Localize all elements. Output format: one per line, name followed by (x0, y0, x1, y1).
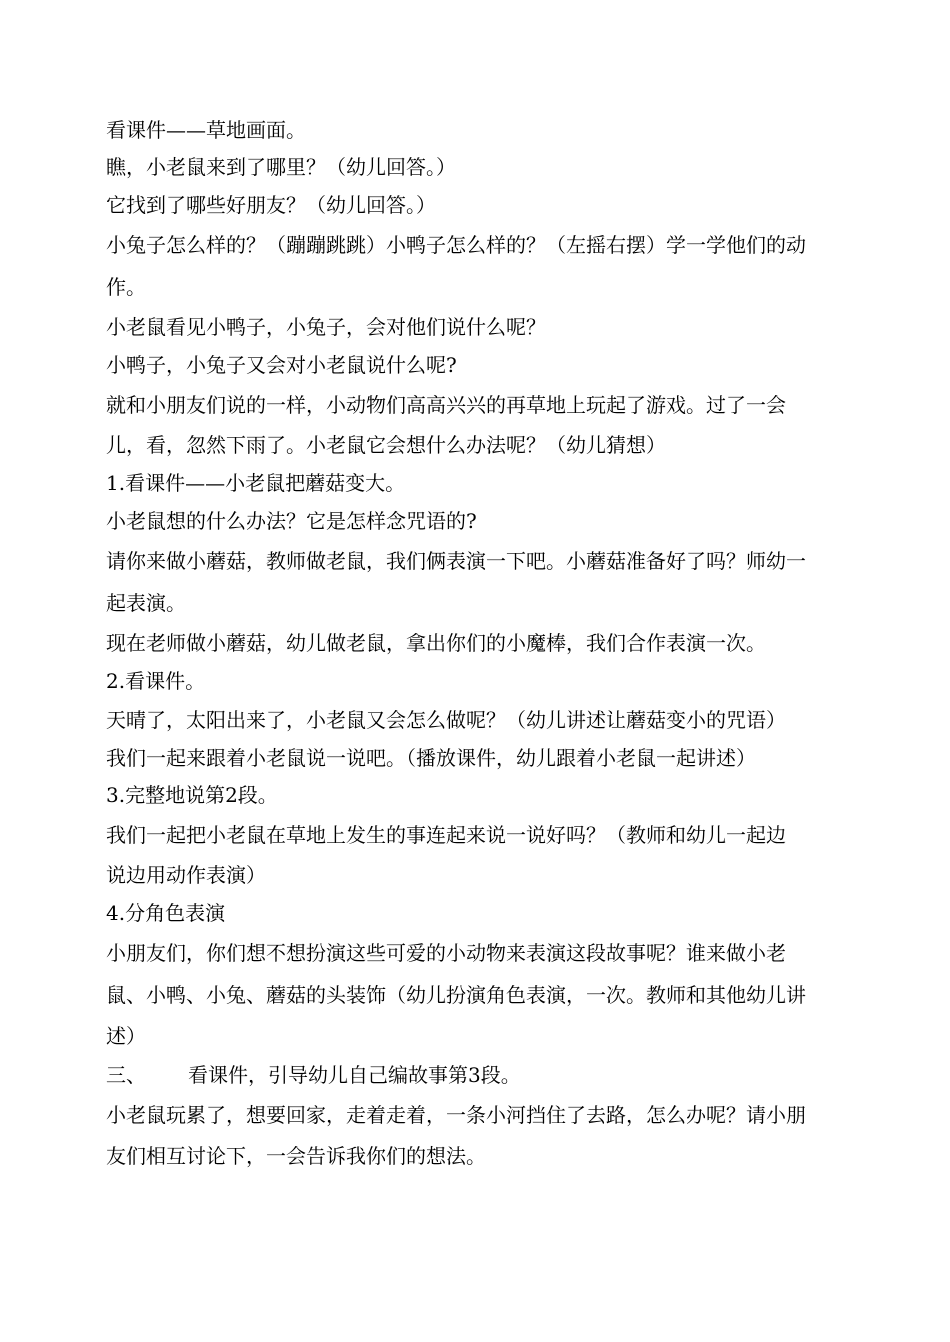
text-line: 就和小朋友们说的一样，小动物们高高兴兴的再草地上玩起了游戏。过了一会 (106, 393, 786, 417)
text-line: 小朋友们，你们想不想扮演这些可爱的小动物来表演这段故事呢？谁来做小老 (106, 941, 786, 965)
text-line: 它找到了哪些好朋友？（幼儿回答。） (106, 193, 436, 217)
text-line: 小鸭子，小兔子又会对小老鼠说什么呢? (106, 353, 457, 377)
text-line: 1.看课件——小老鼠把蘑菇变大。 (106, 471, 406, 495)
text-line: 我们一起把小老鼠在草地上发生的事连起来说一说好吗？（教师和幼儿一起边 (106, 823, 786, 847)
section-number: 三、 (106, 1063, 146, 1087)
section-heading (106, 1056, 866, 1094)
text-line: 起表演。 (106, 591, 186, 615)
text-line: 小兔子怎么样的？（蹦蹦跳跳）小鸭子怎么样的？（左摇右摆）学一学他们的动 (106, 233, 806, 257)
text-line: 3.完整地说第2段。 (106, 783, 278, 807)
text-line: 作。 (106, 275, 146, 299)
text-line: 看课件——草地画面。 (106, 118, 306, 142)
text-line: 请你来做小蘑菇，教师做老鼠，我们俩表演一下吧。小蘑菇准备好了吗？师幼一 (106, 549, 806, 573)
text-line: 述） (106, 1024, 146, 1048)
text-line: 说边用动作表演） (106, 863, 266, 887)
text-line: 小老鼠玩累了，想要回家，走着走着，一条小河挡住了去路，怎么办呢？请小朋 (106, 1103, 806, 1127)
text-line: 鼠、小鸭、小兔、蘑菇的头装饰（幼儿扮演角色表演，一次。教师和其他幼儿讲 (106, 983, 806, 1007)
text-line: 2.看课件。 (106, 669, 206, 693)
text-line: 我们一起来跟着小老鼠说一说吧。（播放课件，幼儿跟着小老鼠一起讲述） (106, 746, 756, 770)
text-line: 现在老师做小蘑菇，幼儿做老鼠，拿出你们的小魔棒，我们合作表演一次。 (106, 631, 766, 655)
text-line: 友们相互讨论下，一会告诉我你们的想法。 (106, 1144, 486, 1168)
text-line: 儿，看，忽然下雨了。小老鼠它会想什么办法呢？（幼儿猜想） (106, 433, 666, 457)
text-line: 小老鼠看见小鸭子，小兔子，会对他们说什么呢？ (106, 315, 546, 339)
text-line: 小老鼠想的什么办法？它是怎样念咒语的? (106, 509, 477, 533)
text-line: 瞧，小老鼠来到了哪里？（幼儿回答。） (106, 155, 456, 179)
text-line: 天晴了，太阳出来了，小老鼠又会怎么做呢？（幼儿讲述让蘑菇变小的咒语） (106, 708, 786, 732)
section-title: 看课件，引导幼儿自己编故事第3段。 (188, 1063, 521, 1087)
text-line: 4.分角色表演 (106, 901, 226, 925)
document-page (106, 112, 866, 1176)
